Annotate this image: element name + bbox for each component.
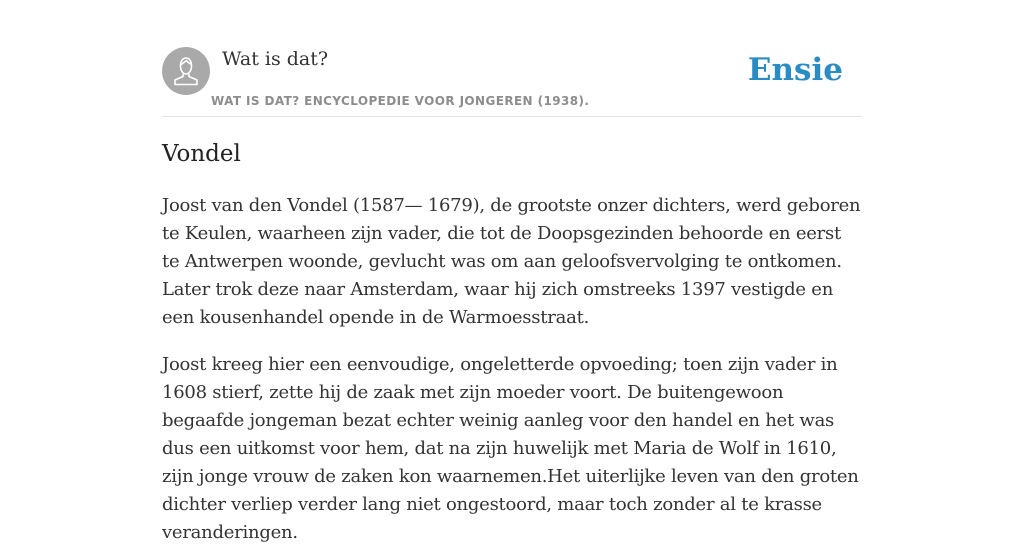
article-paragraph: Joost kreeg hier een eenvoudige, ongeletterde opvoeding; toen zijn vader in 1608 stierf, zette hij de zaak met zijn moeder voort. De buitengewoon begaafde jongeman bezat echter weinig aanleg voor den handel en het was dus een uitkomst voor hem, dat na zijn huwelijk met Maria de Wolf in 1610, zijn jonge vrouw de zaken kon waarnemen.Het uiterlijke leven van den groten dichter verliep verder lang niet ongestoord, maar toch zonder al te krasse veranderingen. <box>162 354 859 543</box>
article-paragraph: Joost van den Vondel (1587— 1679), de grootste onzer dichters, werd geboren te Keulen, waarheen zijn vader, die tot de Doopsgezinden behoorde en eerst te Antwerpen woonde, gevlucht was om aan geloofsvervolging te ontkomen. Later trok deze naar Amsterdam, waar hij zich omstreeks 1397 vestigde en een kousenhandel opende in de Warmoesstraat. <box>162 195 861 328</box>
article-body <box>162 136 862 547</box>
article-header <box>162 46 862 117</box>
source-label: WAT IS DAT? ENCYCLOPEDIE VOOR JONGEREN (1938). <box>211 94 590 108</box>
author-name-link[interactable]: Wat is dat? <box>222 48 329 70</box>
article-title: Vondel <box>162 141 241 167</box>
ensie-logo[interactable]: Ensie <box>747 52 843 88</box>
user-icon[interactable] <box>162 47 210 95</box>
